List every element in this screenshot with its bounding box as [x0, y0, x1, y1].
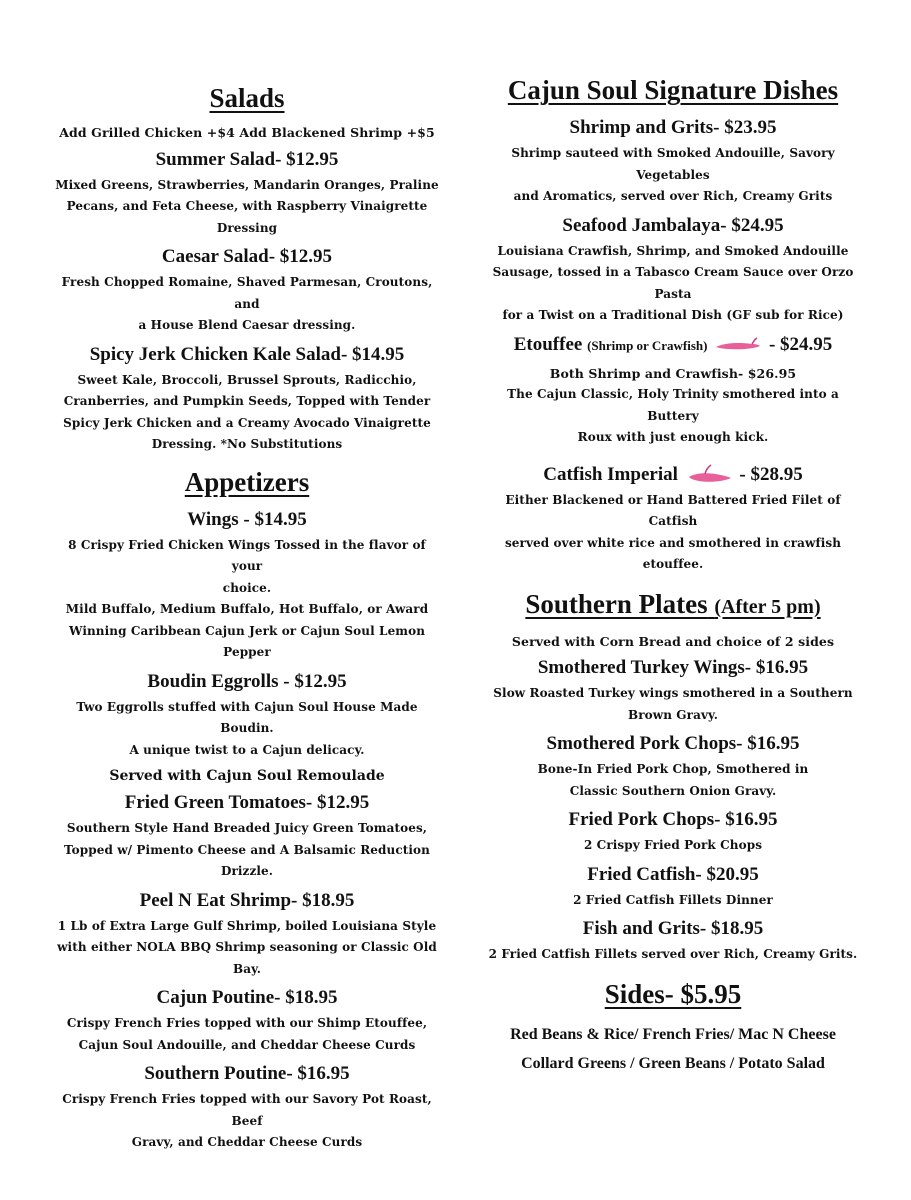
catfish-imperial-name: Catfish Imperial — [543, 463, 678, 485]
menu-item-desc: Spicy Jerk Chicken and a Creamy Avocado Vinaigrette — [63, 415, 431, 430]
menu-item-desc: Dressing. *No Substitutions — [151, 437, 343, 451]
menu-item-desc: Classic Southern Onion Gravy. — [569, 783, 777, 798]
menu-item-title: Shrimp and Grits- $23.95 — [569, 117, 777, 138]
chili-pepper-icon — [714, 334, 762, 356]
menu-item-desc: 2 Crispy Fried Pork Chops — [583, 838, 763, 852]
menu-item-desc: with either NOLA BBQ Shrimp seasoning or Classic Old — [57, 940, 437, 954]
sides-heading: Sides- $5.95 — [604, 978, 742, 1009]
menu-item-desc: Sweet Kale, Broccoli, Brussel Sprouts, Radicchio, — [77, 372, 417, 387]
menu-item-desc: Crispy French Fries topped with our Shimp Etouffee, — [66, 1016, 428, 1030]
etouffee-note: (Shrimp or Crawfish) — [587, 337, 708, 353]
menu-item-title: Seafood Jambalaya- $24.95 — [562, 214, 784, 236]
menu-item-desc: Drizzle. — [220, 864, 274, 878]
menu-item-desc: Gravy, and Cheddar Cheese Curds — [131, 1135, 363, 1149]
etouffee-name: Etouffee — [513, 333, 583, 355]
menu-item-desc: a House Blend Caesar dressing. — [138, 318, 356, 332]
sides-line: Collard Greens / Green Beans / Potato Salad — [521, 1054, 825, 1072]
southern-plates-note: (After 5 pm) — [714, 595, 821, 618]
menu-item-desc: Mild Buffalo, Medium Buffalo, Hot Buffalo, or Award — [65, 602, 429, 616]
etouffee-title — [482, 333, 864, 358]
menu-item-title: Fish and Grits- $18.95 — [582, 918, 764, 939]
menu-item-desc: Brown Gravy. — [628, 707, 718, 722]
menu-item-extra: Served with Cajun Soul Remoulade — [109, 768, 385, 784]
menu-item-title: Fried Pork Chops- $16.95 — [568, 809, 778, 830]
catfish-imperial-price: - $28.95 — [739, 463, 803, 485]
menu-item-desc: Slow Roasted Turkey wings smothered in a Southern — [493, 686, 853, 700]
menu-item-desc: Two Eggrolls stuffed with Cajun Soul House Made Boudin. — [76, 699, 418, 735]
menu-item-desc: Cranberries, and Pumpkin Seeds, Topped with Tender — [63, 394, 431, 408]
menu-item-desc: A unique twist to a Cajun delicacy. — [129, 742, 365, 757]
menu-item-desc: Roux with just enough kick. — [577, 430, 769, 444]
catfish-imperial-title — [482, 463, 864, 487]
menu-item-desc: Bone-In Fried Pork Chop, Smothered in — [537, 762, 809, 776]
menu-item-title: Boudin Eggrolls - $12.95 — [147, 670, 347, 692]
menu-item-desc: for a Twist on a Traditional Dish (GF sub for Rice) — [502, 308, 844, 322]
menu-item-desc: Dressing — [216, 220, 278, 235]
menu-item-title: Southern Poutine- $16.95 — [144, 1063, 350, 1084]
left-column — [52, 0, 442, 1154]
menu-item-desc: Cajun Soul Andouille, and Cheddar Cheese Curds — [78, 1037, 416, 1052]
menu-item-title: Fried Green Tomatoes- $12.95 — [124, 792, 370, 813]
menu-item-title: Caesar Salad- $12.95 — [161, 246, 333, 267]
southern-plates-heading — [482, 588, 864, 623]
menu-item-title: Summer Salad- $12.95 — [155, 148, 339, 170]
menu-item-title: Smothered Pork Chops- $16.95 — [546, 733, 800, 754]
menu-item-desc: Fresh Chopped Romaine, Shaved Parmesan, Croutons, and — [61, 275, 433, 311]
menu-item-desc: Winning Caribbean Cajun Jerk or Cajun Soul Lemon — [68, 623, 426, 638]
menu-item-desc: Bay. — [232, 961, 262, 976]
menu-item-desc: 1 Lb of Extra Large Gulf Shrimp, boiled Louisiana Style — [57, 918, 437, 933]
etouffee-both: Both Shrimp and Crawfish- $26.95 — [549, 365, 797, 381]
right-column — [482, 0, 864, 1078]
menu-item-title: Fried Catfish- $20.95 — [587, 863, 759, 885]
chili-pepper-icon — [685, 464, 733, 486]
salads-addons: Add Grilled Chicken +$4 Add Blackened Shrimp +$5 — [59, 125, 435, 140]
menu-item-desc: Louisiana Crawfish, Shrimp, and Smoked Andouille — [497, 243, 849, 258]
menu-item-desc: Sausage, tossed in a Tabasco Cream Sauce over Orzo Pasta — [492, 265, 854, 301]
salads-heading: Salads — [209, 83, 285, 113]
signature-heading: Cajun Soul Signature Dishes — [507, 75, 839, 105]
menu-item-title: Peel N Eat Shrimp- $18.95 — [139, 889, 355, 911]
sides-line: Red Beans & Rice/ French Fries/ Mac N Cheese — [510, 1025, 836, 1043]
menu-item-desc: Pepper — [223, 645, 271, 659]
menu-item-title: Cajun Poutine- $18.95 — [156, 987, 338, 1008]
southern-served: Served with Corn Bread and choice of 2 sides — [511, 633, 835, 649]
etouffee-price: - $24.95 — [768, 333, 833, 355]
menu-item-desc: Topped w/ Pimento Cheese and A Balsamic Reduction — [64, 842, 430, 857]
menu-item-desc: 8 Crispy Fried Chicken Wings Tossed in the flavor of your — [68, 537, 426, 573]
menu-item-title: Wings - $14.95 — [187, 508, 307, 530]
menu-item-desc: Crispy French Fries topped with our Savory Pot Roast, Beef — [62, 1092, 432, 1128]
menu-item-desc: served over white rice and smothered in crawfish etouffee. — [504, 535, 842, 571]
menu-item-desc: 2 Fried Catfish Fillets Dinner — [573, 892, 773, 907]
menu-item-desc: Mixed Greens, Strawberries, Mandarin Oranges, Praline — [55, 177, 439, 192]
menu-item-desc: Shrimp sauteed with Smoked Andouille, Savory Vegetables — [511, 146, 835, 182]
menu-item-desc: Pecans, and Feta Cheese, with Raspberry Vinaigrette — [66, 199, 428, 213]
menu-item-title: Spicy Jerk Chicken Kale Salad- $14.95 — [89, 343, 405, 365]
menu-item-desc: and Aromatics, served over Rich, Creamy Grits — [513, 189, 833, 203]
menu-item-desc: Southern Style Hand Breaded Juicy Green Tomatoes, — [66, 821, 428, 835]
menu-item-desc: Either Blackened or Hand Battered Fried Filet of Catfish — [505, 492, 841, 528]
appetizers-heading: Appetizers — [184, 466, 310, 497]
southern-plates-title: Southern Plates — [525, 588, 708, 619]
menu-item-title: Smothered Turkey Wings- $16.95 — [537, 657, 809, 678]
menu-item-desc: The Cajun Classic, Holy Trinity smothered into a Buttery — [507, 387, 839, 423]
menu-item-desc: choice. — [222, 580, 272, 595]
menu-item-desc: 2 Fried Catfish Fillets served over Rich, Creamy Grits. — [488, 947, 858, 961]
